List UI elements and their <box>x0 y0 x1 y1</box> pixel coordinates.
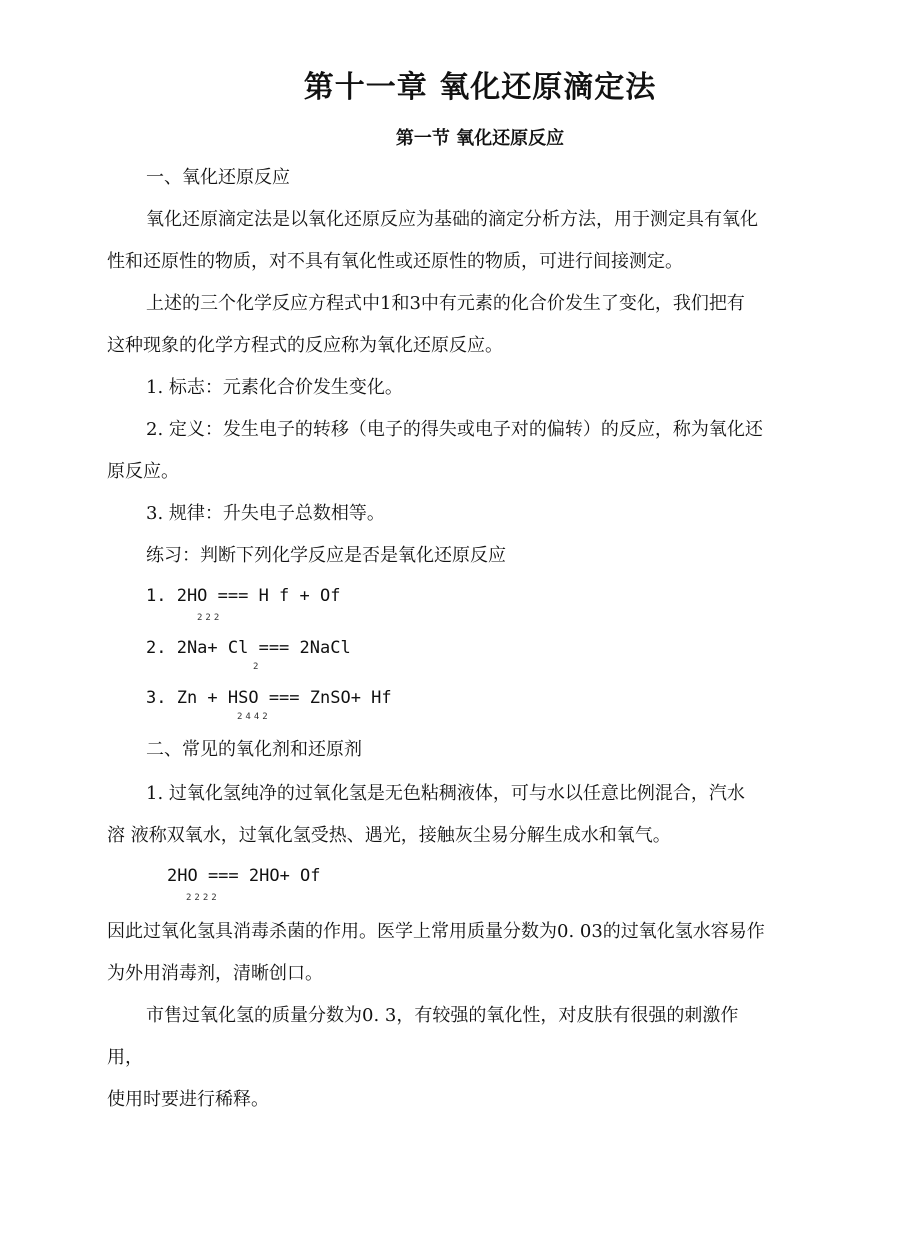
equation-4-subscripts: 2222 <box>186 893 220 903</box>
exercise-heading: 练习：判断下列化学反应是否是氧化还原反应 <box>146 545 506 566</box>
para2-line2: 这种现象的化学方程式的反应称为氧化还原反应。 <box>107 335 503 356</box>
item-3-rule: 3. 规律：升失电子总数相等。 <box>146 503 385 524</box>
chapter-title: 第十一章 氧化还原滴定法 <box>303 70 657 105</box>
equation-3: 3. Zn + HSO === ZnSO+ Hf <box>146 688 392 708</box>
s2-item-1-line2: 溶 液称双氧水，过氧化氢受热、遇光，接触灰尘易分解生成水和氧气。 <box>107 825 671 846</box>
s2-para1-line2: 为外用消毒剂，清晰创口。 <box>107 963 323 984</box>
equation-2: 2. 2Na+ Cl === 2NaCl <box>146 638 351 658</box>
item-2-line2: 原反应。 <box>107 461 179 482</box>
s2-para2-line2: 用， <box>107 1047 143 1068</box>
equation-1-subscripts: 222 <box>197 613 223 623</box>
equation-3-subscripts: 2442 <box>237 712 271 722</box>
equation-1: 1. 2HO === H f + Of <box>146 586 341 606</box>
para2-line1: 上述的三个化学反应方程式中1和3中有元素的化合价发生了变化，我们把有 <box>146 293 745 314</box>
s2-para1-line1: 因此过氧化氢具消毒杀菌的作用。医学上常用质量分数为0. 03的过氧化氢水容易作 <box>107 921 765 942</box>
section1-heading: 一、氧化还原反应 <box>146 167 290 188</box>
section2-heading: 二、常见的氧化剂和还原剂 <box>146 739 362 760</box>
equation-2-subscripts: 2 <box>253 662 262 672</box>
item-2-line1: 2. 定义：发生电子的转移（电子的得失或电子对的偏转）的反应，称为氧化还 <box>146 419 763 440</box>
para1-line1: 氧化还原滴定法是以氧化还原反应为基础的滴定分析方法，用于测定具有氧化 <box>146 209 758 230</box>
s2-item-1-line1: 1. 过氧化氢纯净的过氧化氢是无色粘稠液体，可与水以任意比例混合，汽水 <box>146 783 745 804</box>
equation-4: 2HO === 2HO+ Of <box>167 866 321 886</box>
s2-para2-line1: 市售过氧化氢的质量分数为0. 3，有较强的氧化性，对皮肤有很强的刺激作 <box>146 1005 739 1026</box>
item-1-sign: 1. 标志：元素化合价发生变化。 <box>146 377 403 398</box>
s2-para2-line3: 使用时要进行稀释。 <box>107 1089 269 1110</box>
para1-line2: 性和还原性的物质，对不具有氧化性或还原性的物质，可进行间接测定。 <box>107 251 683 272</box>
section-title: 第一节 氧化还原反应 <box>395 128 565 149</box>
